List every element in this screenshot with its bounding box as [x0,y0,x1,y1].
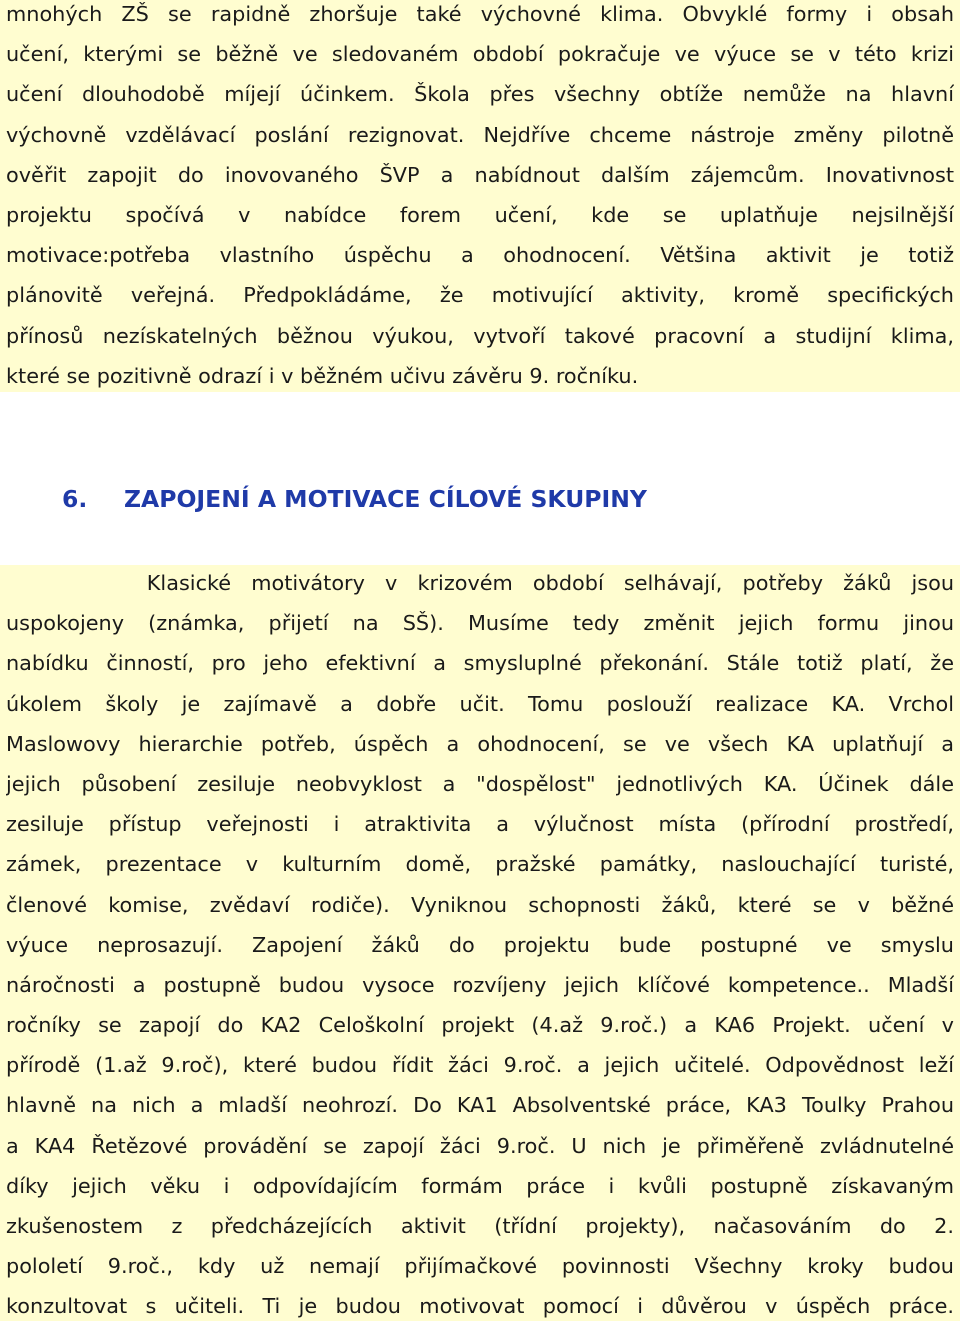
bottom-paragraph [6,563,954,1327]
section-number: 6. [62,485,88,513]
paragraph-line: výuce neprosazují. Zapojení žáků do projektu bude postupné ve smyslu [6,932,954,957]
paragraph-line: Klasické motivátory v krizovém období selhávají, potřeby žáků jsou [6,571,954,595]
paragraph-line: nabídku činností, pro jeho efektivní a smysluplné překonání. Stále totiž platí, že [6,651,954,676]
paragraph-line: projektu spočívá v nabídce forem učení, kde se uplatňuje nejsilnější [6,202,954,227]
paragraph-line: motivace:potřeba vlastního úspěchu a ohodnocení. Většina aktivit je totiž [6,243,954,268]
paragraph-line: pololetí 9.roč., kdy už nemají přijímačkové povinnosti Všechny kroky budou [6,1254,954,1279]
section-title: ZAPOJENÍ A MOTIVACE CÍLOVÉ SKUPINY [124,485,647,513]
paragraph-line: zesiluje přístup veřejnosti i atraktivita a výlučnost místa (přírodní prostředí, [6,812,954,837]
paragraph-line: a KA4 Řetězové provádění se zapojí žáci 9.roč. U nich je přiměřeně zvládnutelné [6,1133,954,1158]
paragraph-line: přínosů nezískatelných běžnou výukou, vytvoří takové pracovní a studijní klima, [6,323,954,348]
paragraph-line: ročníky se zapojí do KA2 Celoškolní projekt (4.až 9.roč.) a KA6 Projekt. učení v [6,1013,954,1038]
paragraph-line: úkolem školy je zajímavě a dobře učit. Tomu poslouží realizace KA. Vrchol [6,691,954,716]
top-paragraph [6,0,954,396]
paragraph-line: Maslowovy hierarchie potřeb, úspěch a ohodnocení, se ve všech KA uplatňují a [6,731,954,756]
paragraph-line: ověřit zapojit do inovovaného ŠVP a nabídnout dalším zájemcům. Inovativnost [6,162,954,187]
paragraph-line: konzultovat s učiteli. Ti je budou motivovat pomocí i důvěrou v úspěch práce. [6,1294,954,1319]
paragraph-line: výchovně vzdělávací poslání rezignovat. Nejdříve chceme nástroje změny pilotně [6,122,954,147]
paragraph-line: jejich působení zesiluje neobvyklost a "dospělost" jednotlivých KA. Účinek dále [6,771,954,796]
section-heading [62,482,647,516]
paragraph-line: uspokojeny (známka, přijetí na SŠ). Musíme tedy změnit jejich formu jinou [6,611,954,636]
paragraph-line: přírodě (1.až 9.roč), které budou řídit žáci 9.roč. a jejich učitelé. Odpovědnost leží [6,1053,954,1078]
paragraph-line: učení dlouhodobě míjejí účinkem. Škola přes všechny obtíže nemůže na hlavní [6,82,954,107]
paragraph-line: díky jejich věku i odpovídajícím formám práce i kvůli postupně získavaným [6,1173,954,1198]
paragraph-line: mnohých ZŠ se rapidně zhoršuje také výchovné klima. Obvyklé formy i obsah [6,2,954,26]
paragraph-line: které se pozitivně odrazí i v běžném učivu závěru 9. ročníku. [6,363,639,388]
paragraph-line: plánovitě veřejná. Předpokládáme, že motivující aktivity, kromě specifických [6,283,954,308]
paragraph-line: členové komise, zvědaví rodiče). Vyniknou schopnosti žáků, které se v běžné [6,892,954,917]
paragraph-line: náročnosti a postupně budou vysoce rozvíjeny jejich klíčové kompetence.. Mladší [6,972,954,997]
paragraph-line: učení, kterými se běžně ve sledovaném období pokračuje ve výuce se v této krizi [6,42,954,67]
paragraph-line: zkušenostem z předcházejících aktivit (třídní projekty), načasováním do 2. [6,1214,954,1238]
paragraph-line: hlavně na nich a mladší neohrozí. Do KA1 Absolventské práce, KA3 Toulky Prahou [6,1093,954,1118]
paragraph-line: zámek, prezentace v kulturním domě, pražské památky, naslouchající turisté, [6,852,954,877]
